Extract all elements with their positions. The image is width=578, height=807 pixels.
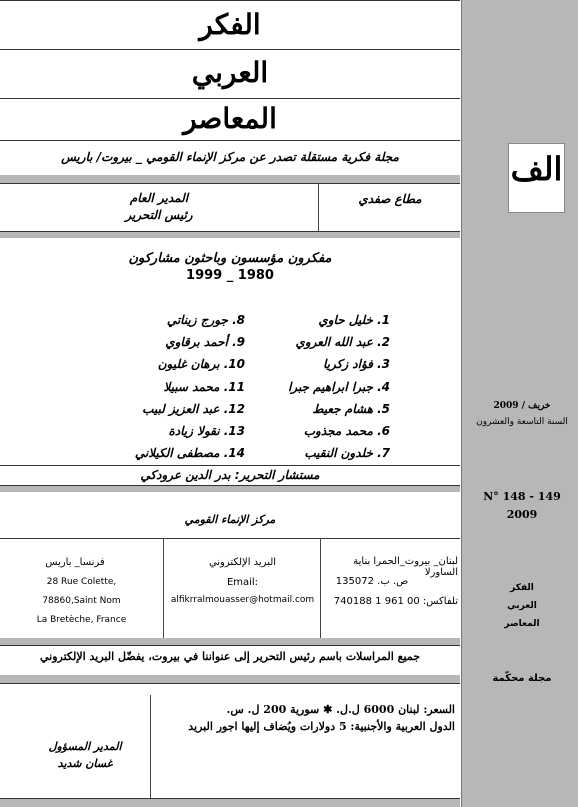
issue-number: N° 148 - 149 [483,490,561,503]
telefax: تلفاكس: 00 961 1 740188 [333,596,458,607]
title-line-1: الفكر [199,8,261,41]
rule [0,98,460,99]
contributor-name: 11. محمد سبيلا [163,379,245,394]
mini-title-1: الفكر [510,583,534,593]
season: خريف / 2009 [493,401,551,411]
contributor-name: 6. محمد مجذوب [303,424,390,438]
rule [0,465,460,466]
gray-band [0,232,460,238]
lebanon-address: لبنان_ بيروت_الحمرا بناية الساورلا [353,556,458,578]
contributor-name: 5. هشام جعيط [312,401,390,416]
contributor-name: 1. خليل حاوي [318,313,390,327]
contributor-name: 14. مصطفى الكيلاني [134,446,245,461]
france-heading: فرنسا_ باريس [45,557,105,568]
title-line-2: العربي [191,56,269,89]
gray-band [0,486,460,492]
refereed-label: مجلة محكّمة [492,673,552,684]
contributor-name: 2. عبد الله العروي [295,335,390,350]
mini-title-3: المعاصر [504,619,540,629]
gray-band [0,638,460,645]
france-address-line3: La Bretèche, France [36,615,127,625]
logo-box [508,143,565,213]
gray-band [0,175,460,183]
divider [150,695,151,798]
founder-name: مطاع صفدي [358,192,422,206]
divider [163,538,164,638]
divider [318,183,319,231]
rule [0,683,460,684]
tagline: مجلة فكرية مستقلة تصدر عن مركز الإنماء القومي _ بيروت/ باريس [61,150,399,164]
issue-year: 2009 [506,508,538,521]
contributor-name: 9. أحمد برقاوي [165,335,245,350]
gray-band [0,675,460,683]
title-line-3: المعاصر [183,102,277,135]
contributor-name: 12. عبد العزيز لبيب [142,401,245,416]
price-line-1: السعر: لبنان 6000 ل.ل. ✱ سورية 200 ل. س. [226,703,455,716]
contributor-name: 4. جبرا ابراهيم جبرا [287,379,390,394]
price-line-2: الدول العربية والأجنبية: 5 دولارات ويُضاف إليها اجور البريد [188,720,455,733]
mini-title-2: العربي [507,601,537,611]
email-heading: البريد الإلكتروني [208,557,277,568]
center-name: مركز الإنماء القومي [184,513,276,526]
france-address-line2: 78860,Saint Nom [42,596,121,606]
france-address-line1: 28 Rue Colette, [46,577,117,587]
editor-role: رئيس التحرير [125,208,193,222]
email-address[interactable]: alfikrralmouasser@hotmail.com [170,595,315,605]
correspondence-note: جميع المراسلات باسم رئيس التحرير إلى عنواننا في بيروت، يفضّل البريد الإلكتروني [39,650,421,663]
contributor-name: 7. خلدون النقيب [304,446,390,461]
po-box: ص. ب. 135072 [335,576,409,587]
contributor-name: 13. نقولا زيادة [168,424,245,438]
contributor-name: 8. جورج زيناتي [166,313,245,327]
rule [0,183,460,184]
logo-mark: الف [510,150,563,188]
rule [0,140,460,141]
manager-role: المدير المسؤول [48,740,122,753]
rule [0,0,460,1]
volume-year: السنة التاسعة والعشرون [476,417,568,427]
gray-band [0,799,460,807]
rule [0,538,460,539]
divider [320,538,321,638]
contributor-name: 3. فؤاد زكريا [322,357,390,372]
contributors-heading: مفكرون مؤسسون وباحثون مشاركون [128,251,332,266]
contributor-name: 10. برهان غليون [157,357,245,372]
manager-name: غسان شديد [57,757,113,770]
rule [0,49,460,50]
editorial-advisor: مستشار التحرير: بدر الدين عرودكي [140,468,320,482]
contributors-years: 1980 _ 1999 [186,268,274,283]
director-role: المدير العام [129,191,189,205]
email-label: Email: [226,577,259,588]
rule [0,645,460,646]
